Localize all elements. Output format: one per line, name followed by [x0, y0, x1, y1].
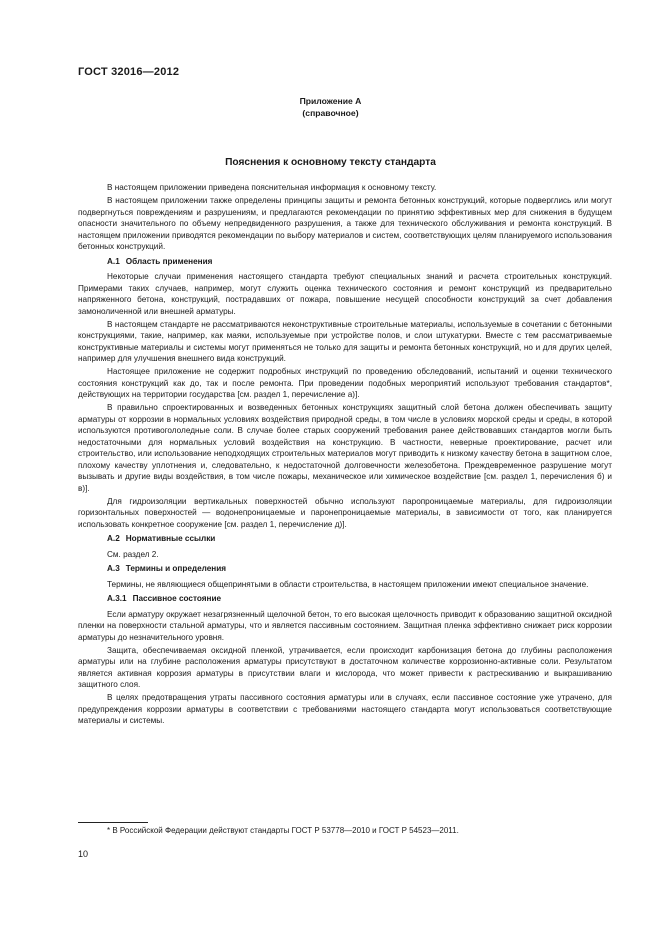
paragraph-a2-1: См. раздел 2. [107, 549, 159, 559]
section-title: Пассивное состояние [132, 594, 222, 603]
section-title: Область применения [125, 256, 213, 266]
paragraph-a31-1: Если арматуру окружает незагрязненный щелочной бетон, то его высокая щелочность приводит к образованию защитной оксидной пленки на поверхности стальной арматуры, что и является пассивным состоянием. Защитная пленка эффективно снижает риск коррозии арматуры до незначительного уровня. [78, 609, 612, 642]
paragraph-intro-2: В настоящем приложении также определены принципы защиты и ремонта бетонных конструкций, которые подверглись или могут подвергнуться повреждениям и разрушениям, и предлагаются рекомендации по принятию эффективных мер для снижения в будущем опасности значительного по объему непредвиденного разрушения, а также для технического обслуживания и ремонта конструкций. В настоящем приложении приводятся рекомендации по выбору материалов и систем, соответствующих целям планируемого использования бетонных конструкций. [78, 196, 612, 251]
section-number: А.3.1 [107, 594, 127, 603]
paragraph-a1-5: Для гидроизоляции вертикальных поверхностей обычно используют паропроницаемые материалы, для гидроизоляции горизонтальных поверхностей — водонепроницаемые и паронепроницаемые материалы, в зависимости от того, как планируется использовать конкретное сооружение [см. раздел 1, перечисление д)]. [78, 496, 612, 529]
standard-header: ГОСТ 32016—2012 [78, 66, 180, 78]
section-number: А.2 [107, 534, 120, 543]
paragraph-a31-3: В целях предотвращения утраты пассивного состояния арматуры или в случаях, если пассивное состояние уже утрачено, для предупреждения коррозии арматуры в соответствии с требованиями настоящего стандарта могут использоваться соответствующие материалы и системы. [78, 693, 612, 725]
section-heading-a31 [107, 593, 612, 605]
section-heading-a1 [107, 256, 612, 268]
document-body [78, 182, 612, 728]
paragraph-intro-1: В настоящем приложении приведена пояснительная информация к основному тексту. [107, 183, 437, 192]
document-title: Пояснения к основному тексту стандарта [225, 157, 436, 168]
section-title: Нормативные ссылки [125, 534, 216, 543]
footnote: * В Российской Федерации действуют стандарты ГОСТ Р 53778—2010 и ГОСТ Р 54523—2011. [107, 826, 459, 835]
paragraph-a1-2: В настоящем стандарте не рассматриваются неконструктивные строительные материалы, используемые в сочетании с бетонными конструкциями, такие, например, как маяки, используемые при устройстве полов, и слои штукатурки. Вместе с тем рассматриваемые конструктивные материалы и системы могут применяться не только для защиты и ремонта бетонных конструкций, но и для других целей, например для улучшения внешнего вида конструкций. [78, 319, 612, 363]
paragraph-a1-4: В правильно спроектированных и возведенных бетонных конструкциях защитный слой бетона должен обеспечивать защиту арматуры от коррозии в нормальных условиях воздействия природной среды, в том числе в условиях морской среды и среды, в которой используются противогололедные соли. В случае более старых сооружений требования ранее действовавших стандартов могли быть недостаточными для нормальных условий воздействия на конструкцию. В частности, неверные проектирование, расчет или строительство, или использование неподходящих строительных материалов могут приводить к низкому качеству бетона в защитном слое, плохому качеству уплотнения и, следовательно, к недостаточной долговечности железобетона. Преждевременное разрушение могут вызывать и другие виды воздействия, в том числе пожары, механическое или химическое воздействие [см. раздел 1, перечисления б) и в)]. [78, 403, 612, 493]
page-number: 10 [78, 849, 89, 859]
footnote-divider [78, 822, 148, 823]
appendix-subtitle: (справочное) [302, 108, 359, 118]
appendix-title: Приложение А [299, 96, 362, 106]
section-heading-a2 [107, 533, 612, 545]
section-heading-a3 [107, 563, 612, 575]
section-number: А.1 [107, 256, 120, 266]
paragraph-a1-3: Настоящее приложение не содержит подробных инструкций по проведению обследований, испытаний и оценки технического состояния конструкций как до, так и после ремонта. При проведении подобных мероприятий используют требования стандартов*, действующих на территории государства [см. раздел 1, перечисление а)]. [78, 367, 612, 399]
section-number: А.3 [107, 564, 120, 573]
paragraph-a3-1: Термины, не являющиеся общепринятыми в области строительства, в настоящем приложении имеют специальное значение. [107, 579, 589, 589]
paragraph-a31-2: Защита, обеспечиваемая оксидной пленкой, утрачивается, если происходит карбонизация бетона до глубины расположения арматуры или на глубине расположения арматуры присутствуют в достаточном количестве коррозионно-активные соли. Результатом является активная коррозия арматуры в присутствии влаги и кислорода, что может привести к растрескиванию и выкрашиванию защитного слоя. [78, 645, 612, 689]
paragraph-a1-1: Некоторые случаи применения настоящего стандарта требуют специальных знаний и расчета строительных конструкций. Примерами таких случаев, например, могут служить оценка технического состояния и ремонт конструкций из предварительно напряженного бетона, конструкций, пострадавших от пожара, повышение несущей способности конструкций за счет добавления замоноличенной или внешней арматуры. [78, 272, 612, 316]
section-title: Термины и определения [125, 564, 227, 573]
